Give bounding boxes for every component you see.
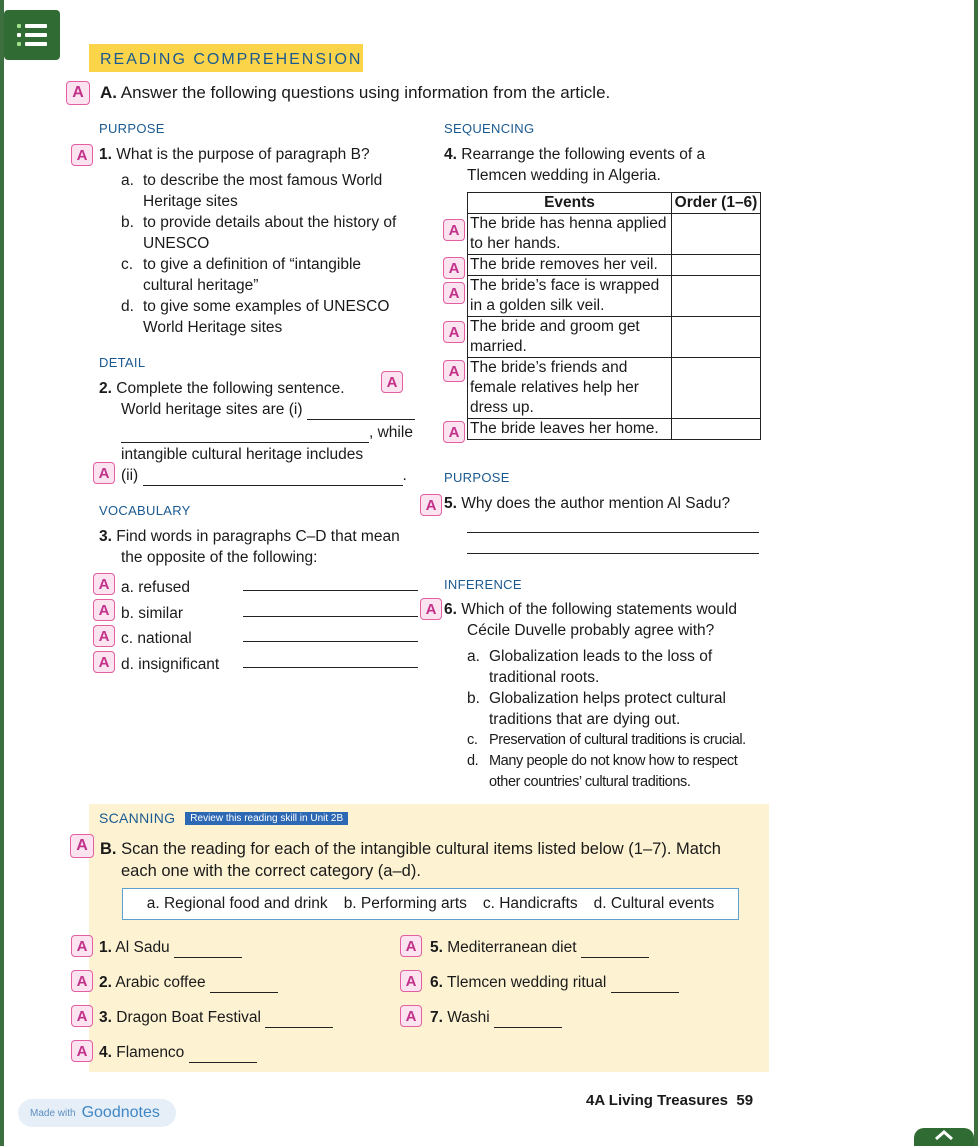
order-header: Order (1–6) xyxy=(672,193,761,214)
list-item: 6. Tlemcen wedding ritual xyxy=(430,972,679,993)
section-a-heading: A. Answer the following questions using information from the article. xyxy=(100,83,611,102)
q2-line1: World heritage sites are (i) xyxy=(121,399,415,420)
q6-question: 6. Which of the following statements would Cécile Duvelle probably agree with? xyxy=(444,601,737,639)
scanning-label-row xyxy=(99,810,348,826)
annotation-icon[interactable]: A xyxy=(420,598,442,620)
category-a: a. Regional food and drink xyxy=(146,895,328,912)
annotation-icon[interactable]: A xyxy=(420,494,442,516)
table-row: The bride removes her veil. xyxy=(468,255,761,276)
q2-question: 2. Complete the following sentence. xyxy=(99,380,345,397)
annotation-icon[interactable]: A xyxy=(400,1005,422,1027)
answer-blank[interactable] xyxy=(494,1014,562,1028)
answer-blank[interactable] xyxy=(189,1049,257,1063)
left-frame xyxy=(0,0,4,1146)
q5-answer-line[interactable] xyxy=(467,519,759,533)
events-header: Events xyxy=(468,193,672,214)
annotation-icon[interactable]: A xyxy=(93,625,115,647)
annotation-icon[interactable]: A xyxy=(400,935,422,957)
q6-options xyxy=(467,646,767,793)
right-frame xyxy=(974,0,978,1146)
annotation-icon[interactable]: A xyxy=(443,282,465,304)
annotation-icon[interactable]: A xyxy=(71,970,93,992)
q3-blank-d[interactable] xyxy=(243,654,418,668)
q1-question: 1. What is the purpose of paragraph B? xyxy=(99,146,370,163)
q1-option-a[interactable]: a. to describe the most famous World Heritage sites xyxy=(121,172,383,210)
q1-option-b[interactable]: b. to provide details about the history of UNESCO xyxy=(121,214,397,252)
scanning-label: SCANNING xyxy=(99,810,176,826)
annotation-icon[interactable]: A xyxy=(93,651,115,673)
q3-item-d: d. insignificant xyxy=(121,656,220,673)
annotation-icon[interactable]: A xyxy=(71,935,93,957)
order-cell[interactable] xyxy=(672,419,761,440)
q5-question: 5. Why does the author mention Al Sadu? xyxy=(444,495,731,512)
q4-question: 4. Rearrange the following events of a Tlemcen wedding in Algeria. xyxy=(444,146,706,184)
chevron-up-icon xyxy=(932,1128,956,1142)
annotation-icon[interactable]: A xyxy=(443,321,465,343)
list-item: 1. Al Sadu xyxy=(99,937,242,958)
q1-option-d[interactable]: d. to give some examples of UNESCO World Heritage sites xyxy=(121,298,390,336)
menu-button[interactable] xyxy=(4,10,60,60)
goodnotes-watermark[interactable]: Made with Goodnotes xyxy=(18,1099,176,1127)
q2-line4: (ii) . xyxy=(121,467,407,484)
annotation-icon[interactable]: A xyxy=(93,573,115,595)
table-row: The bride’s face is wrapped in a golden silk veil. xyxy=(468,276,761,317)
table-row: The bride has henna applied to her hands. xyxy=(468,214,761,255)
annotation-icon[interactable]: A xyxy=(443,257,465,279)
q3-item-a: a. refused xyxy=(121,579,190,596)
list-item: 4. Flamenco xyxy=(99,1042,257,1063)
q3-blank-c[interactable] xyxy=(243,628,418,642)
annotation-icon[interactable]: A xyxy=(443,421,465,443)
q2-blank-ii[interactable] xyxy=(143,472,403,486)
annotation-icon[interactable]: A xyxy=(71,1005,93,1027)
scroll-up-button[interactable] xyxy=(914,1128,974,1146)
category-d: d. Cultural events xyxy=(593,895,715,912)
q5-skill-label: PURPOSE xyxy=(444,470,510,485)
q2-line2: , while xyxy=(121,422,413,443)
list-item: 3. Dragon Boat Festival xyxy=(99,1007,333,1028)
annotation-icon[interactable]: A xyxy=(400,970,422,992)
q5-answer-line[interactable] xyxy=(467,540,759,554)
q3-skill-label: VOCABULARY xyxy=(99,503,191,518)
answer-blank[interactable] xyxy=(210,979,278,993)
categories-box xyxy=(122,888,739,920)
annotation-icon[interactable]: A xyxy=(443,360,465,382)
annotation-icon[interactable]: A xyxy=(93,599,115,621)
answer-blank[interactable] xyxy=(265,1014,333,1028)
annotation-icon[interactable]: A xyxy=(70,834,94,858)
annotation-icon[interactable]: A xyxy=(443,219,465,241)
q1-skill-label: PURPOSE xyxy=(99,121,165,136)
category-b: b. Performing arts xyxy=(343,895,467,912)
annotation-icon[interactable]: A xyxy=(71,144,93,166)
order-cell[interactable] xyxy=(672,255,761,276)
list-item: 2. Arabic coffee xyxy=(99,972,278,993)
events-table xyxy=(467,192,761,440)
category-c: c. Handicrafts xyxy=(482,895,578,912)
q6-option-a[interactable]: a. Globalization leads to the loss of traditional roots. xyxy=(467,648,713,686)
q3-item-b: b. similar xyxy=(121,605,184,622)
review-skill-link[interactable]: Review this reading skill in Unit 2B xyxy=(185,812,348,825)
q6-skill-label: INFERENCE xyxy=(444,577,522,592)
q3-blank-a[interactable] xyxy=(243,577,418,591)
q2-blank-i[interactable] xyxy=(307,406,415,420)
page-title: READING COMPREHENSION xyxy=(100,51,363,68)
order-cell[interactable] xyxy=(672,358,761,419)
menu-list-icon xyxy=(17,24,47,46)
table-row: The bride and groom get married. xyxy=(468,317,761,358)
table-row: The bride leaves her home. xyxy=(468,419,761,440)
list-item: 5. Mediterranean diet xyxy=(430,937,649,958)
list-item: 7. Washi xyxy=(430,1007,562,1028)
q3-blank-b[interactable] xyxy=(243,603,418,617)
answer-blank[interactable] xyxy=(174,944,242,958)
page-footer: 4A Living Treasures 59 xyxy=(586,1092,754,1109)
order-cell[interactable] xyxy=(672,214,761,255)
q2-line3: intangible cultural heritage includes xyxy=(121,446,364,463)
q2-blank-i-cont[interactable] xyxy=(121,429,369,443)
q6-option-c[interactable]: c. Preservation of cultural traditions is crucial. xyxy=(467,732,746,748)
table-row: The bride’s friends and female relatives help her dress up. xyxy=(468,358,761,419)
q1-option-c[interactable]: c. to give a definition of “intangible cultural heritage” xyxy=(121,256,362,294)
q4-skill-label: SEQUENCING xyxy=(444,121,535,136)
annotation-icon[interactable]: A xyxy=(66,81,90,105)
order-cell[interactable] xyxy=(672,276,761,317)
q3-item-c: c. national xyxy=(121,630,192,647)
annotation-icon[interactable]: A xyxy=(381,371,403,393)
q2-skill-label: DETAIL xyxy=(99,355,146,370)
order-cell[interactable] xyxy=(672,317,761,358)
q6-option-b[interactable]: b. Globalization helps protect cultural traditions that are dying out. xyxy=(467,690,726,728)
q3-question: 3. Find words in paragraphs C–D that mean the opposite of the following: xyxy=(99,528,400,566)
annotation-icon[interactable]: A xyxy=(71,1040,93,1062)
q1-options xyxy=(121,170,421,338)
section-b-heading: B. Scan the reading for each of the intangible cultural items listed below (1–7). Match each one with the correct category (a–d). xyxy=(100,840,721,880)
q6-option-d[interactable]: d. Many people do not know how to respect other countries’ cultural traditions. xyxy=(467,753,738,790)
annotation-icon[interactable]: A xyxy=(93,462,115,484)
answer-blank[interactable] xyxy=(581,944,649,958)
answer-blank[interactable] xyxy=(611,979,679,993)
